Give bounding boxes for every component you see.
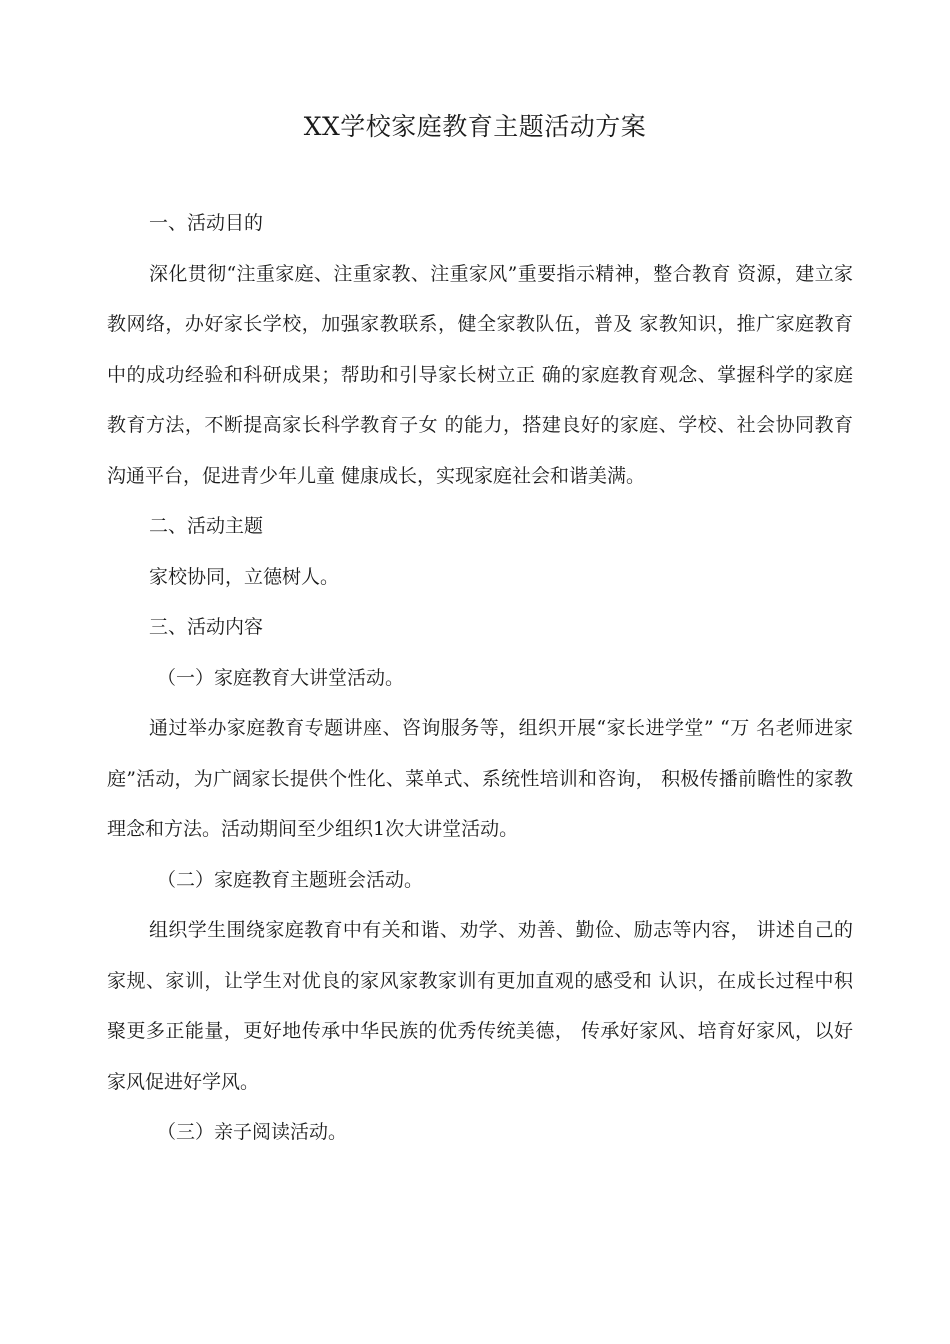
section-heading-content: 三、活动内容	[149, 616, 264, 638]
theme-text: 家校协同，立德树人。	[149, 565, 340, 588]
subsection-heading-class-meeting: （二）家庭教育主题班会活动。	[157, 868, 424, 891]
section-heading-purpose: 一、活动目的	[149, 212, 264, 234]
subsection-heading-lecture: （一）家庭教育大讲堂活动。	[157, 666, 405, 689]
document-body	[107, 198, 853, 1158]
subsection-heading-reading: （三）亲子阅读活动。	[157, 1121, 348, 1143]
class-meeting-paragraph: 组织学生围绕家庭教育中有关和谐、劝学、劝善、勤俭、励志等内容， 讲述自己的家规、家训，让学生对优良的家风家教家训有更加直观的感受和 认识，在成长过程中积聚更多正能量，更好地传承中华民族的优秀传统美德， 传承好家风、培育好家风，以好家风促进好学风。	[107, 919, 853, 1093]
document-title: XX学校家庭教育主题活动方案	[303, 112, 647, 141]
lecture-paragraph: 通过举办家庭教育专题讲座、咨询服务等，组织开展“家长进学堂” “万 名老师进家庭”活动，为广阔家长提供个性化、菜单式、系统性培训和咨询， 积极传播前瞻性的家教理念和方法。活动期间至少组织1次大讲堂活动。	[107, 717, 853, 840]
purpose-paragraph: 深化贯彻“注重家庭、注重家教、注重家风”重要指示精神，整合教育 资源，建立家教网络，办好家长学校，加强家教联系，健全家教队伍，普及 家教知识，推广家庭教育中的成功经验和科研成果；帮助和引导家长树立正 确的家庭教育观念、掌握科学的家庭教育方法，不断提高家长科学教育子女 的能力，搭建良好的家庭、学校、社会协同教育沟通平台，促进青少年儿童 健康成长，实现家庭社会和谐美满。	[107, 262, 853, 487]
section-heading-theme: 二、活动主题	[149, 515, 264, 537]
